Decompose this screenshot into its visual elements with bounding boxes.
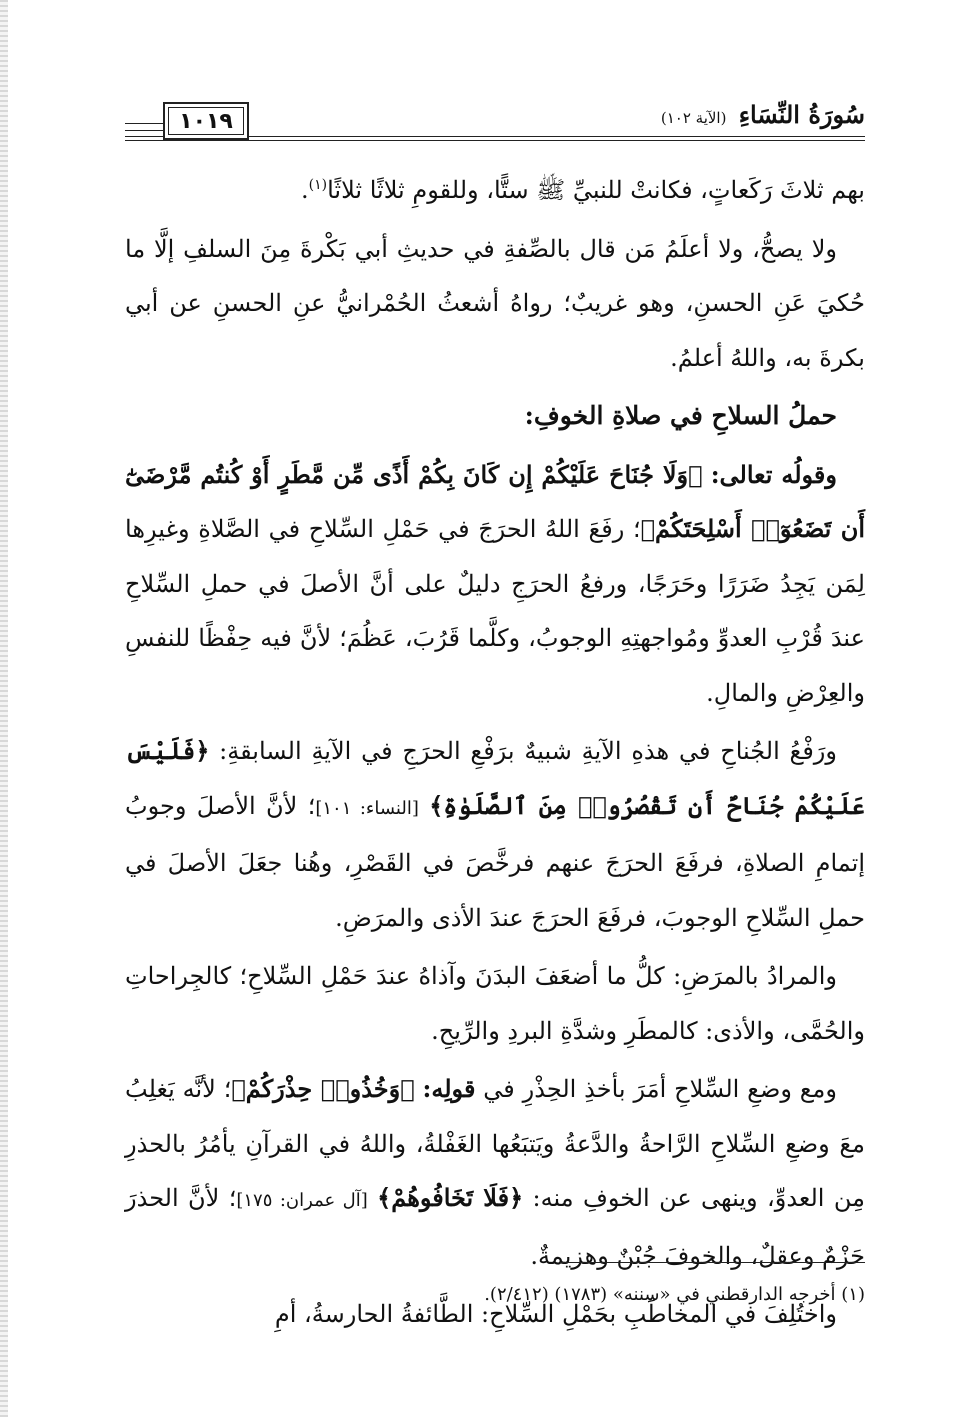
paragraph-8: واختُلِفَ في المخاطَبِ بحَمْلِ السِّلاحِ: الطَّائفةُ الحارسةُ، أمِ <box>274 1300 837 1328</box>
ayah-reference: (الآية ١٠٢) <box>660 109 727 127</box>
p5-verse-ref: [النساء: ١٠١] <box>315 797 419 819</box>
paragraph-6: والمرادُ بالمرَضِ: كلُّ ما أضعَفَ البدَنَ وآذاهُ عندَ حَمْلِ السِّلاحِ؛ كالجِراحاتِ والحُمَّى، والأذى: كالمطَرِ وشدَّةِ البردِ والرِّيحِ. <box>125 962 865 1045</box>
scan-edge <box>0 0 8 1417</box>
p4-rest: ؛ رفَعَ اللهُ الحرَجَ في حَمْلِ السِّلاحِ في الصَّلاةِ وغيرِها لِمَن يَجِدُ ضَرَرًا وحَرَجًا، ورفعُ الحرَجِ دليلٌ على أنَّ الأصلَ في حملِ السِّلاحِ عندَ قُرْبِ العدوِّ ومُواجهتِهِ الوجوبُ، وكلَّما قَرُبَ، عَظُمَ؛ لأنَّ فيه حِفْظًا للنفسِ والعِرْضِ والمالِ. <box>125 515 865 707</box>
p7-verse-ref: [آل عمران: ١٧٥] <box>236 1190 368 1211</box>
p5-quran-verse: ﴿فَلَيْسَ عَلَيْكُمْ جُنَاحٌ أَن تَقْصُرُوا۟ مِنَ ٱلصَّلَوٰةِ﴾ <box>125 736 865 820</box>
paragraph-2: ولا يصحُّ، ولا أعلَمُ مَن قال بالصِّفةِ في حديثِ أبي بَكْرةَ مِنَ السلفِ إلَّا ما حُكيَ عَنِ الحسنِ، وهو غريبٌ؛ رواهُ أشعثُ الحُمْرانيُّ عنِ الحسنِ عن أبي بكرةَ به، واللهُ أعلمُ. <box>125 234 865 372</box>
page-header <box>125 96 865 146</box>
p4-lead: وقولُه تعالى: <box>710 459 837 489</box>
page-number: ١٠١٩ <box>179 108 233 134</box>
p7-middle: ؛ لأنَّه يَغلِبُ معَ وضعِ السِّلاحِ الرَّاحةُ والدَّعةُ ويَتبَعُها الغَفْلةُ، واللهُ في القرآنِ يأمُرُ بالحذرِ مِن العدوِّ، وينهى عن الخوفِ منه: <box>125 1075 865 1212</box>
p5-intro: ورَفْعُ الجُناحِ في هذهِ الآيةِ شبيهٌ برَفْعِ الحرَجِ في الآيةِ السابقةِ: <box>219 737 837 765</box>
paragraph-5 <box>125 724 865 945</box>
paragraph-1: بهم ثلاثَ رَكَعاتٍ، فكانتْ للنبيِّ ﷺ ستًّا، وللقومِ ثلاثًا ثلاثًا$^{(١)}$. <box>301 176 865 204</box>
paragraph-7 <box>125 1062 865 1283</box>
p4-quran-verse: ﴿وَلَا جُنَاحَ عَلَيْكُمْ إِن كَانَ بِكُمْ أَذًى مِّن مَّطَرٍ أَوْ كُنتُم مَّرْضَىٰٓ أَن تَضَعُوٓا۟ أَسْلِحَتَكُمْ﴾ <box>125 459 865 543</box>
p5-rest: ؛ لأنَّ الأصلَ وجوبُ إتمامِ الصلاةِ، فرفَعَ الحرَجَ عنهم فرخَّصَ في القَصْرِ، وهُنا جعَلَ الأصلَ في حملِ السِّلاحِ الوجوبَ، فرفَعَ الحرَجَ عندَ الأذى والمرَضِ. <box>125 791 865 932</box>
p7-quran-verse-2: ﴿فَلَا تَخَافُوهُمْ﴾ <box>377 1183 524 1212</box>
line-1-text: بهم ثلاثَ رَكَعاتٍ، فكانتْ للنبيِّ ﷺ ستًّا، وللقومِ ثلاثًا ثلاثًا <box>327 176 865 204</box>
p7-lead: قولِه: <box>422 1074 476 1103</box>
footnote-separator <box>560 1262 865 1263</box>
main-text <box>125 158 865 1342</box>
p7-intro: ومع وضعِ السِّلاحِ أمَرَ بأخذِ الحِذْرِ في <box>483 1075 838 1103</box>
p7-rest: ؛ لأنَّ الحذرَ حَزْمٌ وعقلٌ، والخوفَ جُبْنٌ وهزيمةٌ. <box>125 1184 865 1270</box>
footnote-marker: (١) <box>308 177 328 193</box>
p7-quran-verse-1: ﴿وَخُذُوا۟ حِذْرَكُمْ﴾ <box>231 1074 415 1103</box>
header-rule-bottom <box>125 140 865 141</box>
surah-title: سُورَةُ النِّسَاءِ <box>738 100 865 129</box>
section-heading: حملُ السلاحِ في صلاةِ الخوفِ: <box>524 401 837 430</box>
paragraph-4 <box>125 448 865 721</box>
running-head <box>661 100 865 129</box>
page-number-box <box>163 102 249 140</box>
footnote: (١) أخرجه الدارقطني في «سننه» (١٧٨٣) (٢/٤١٢). <box>484 1284 865 1305</box>
page-number-side-lines <box>125 123 163 131</box>
